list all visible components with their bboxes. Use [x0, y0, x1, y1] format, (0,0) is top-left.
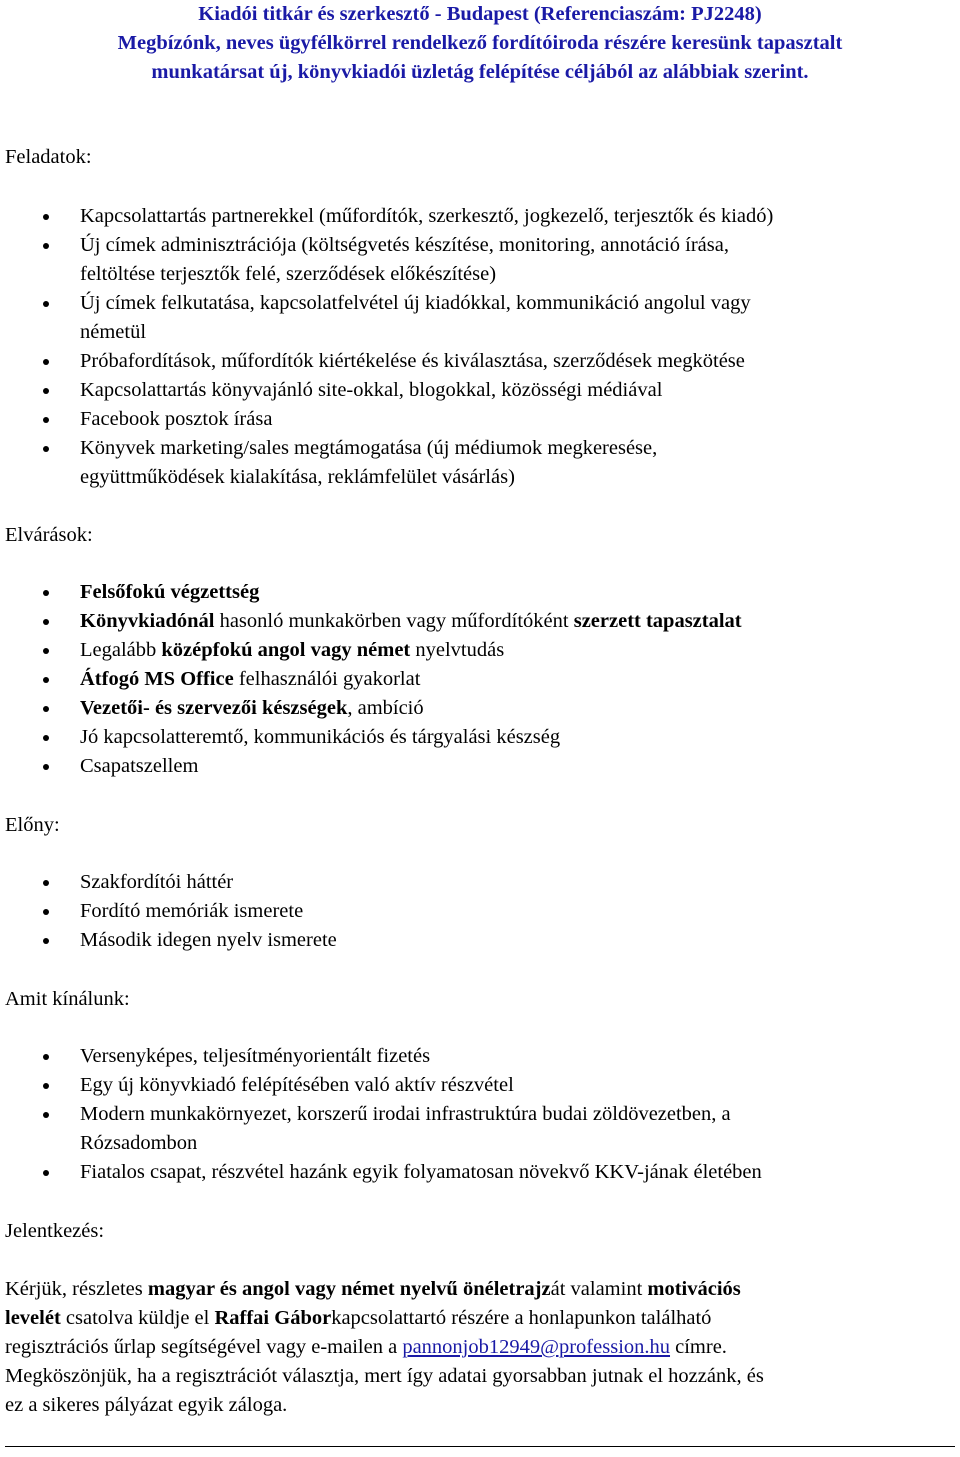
list-item: Próbafordítások, műfordítók kiértékelése és kiválasztása, szerződések megkötése [0, 347, 950, 376]
advantage-heading: Előny: [5, 814, 60, 836]
posting-header [0, 0, 960, 87]
list-item: Szakfordítói háttér [0, 868, 950, 897]
list-item: Jó kapcsolatteremtő, kommunikációs és tárgyalási készség [0, 723, 950, 752]
list-item: Fiatalos csapat, részvétel hazánk egyik folyamatosan növekvő KKV-jának életében [0, 1158, 950, 1187]
list-item: Új címek felkutatása, kapcsolatfelvétel új kiadókkal, kommunikáció angolul vagy németül [0, 289, 950, 347]
offer-heading: Amit kínálunk: [5, 988, 130, 1010]
offer-list [0, 1042, 950, 1187]
list-item: Egy új könyvkiadó felépítésében való aktív részvétel [0, 1071, 950, 1100]
list-item: Könyvek marketing/sales megtámogatása (új médiumok megkeresése, együttműködések kialakítása, reklámfelület vásárlás) [0, 434, 950, 492]
list-item: Átfogó MS Office felhasználói gyakorlat [0, 665, 950, 694]
posting-title: Kiadói titkár és szerkesztő - Budapest (Referenciaszám: PJ2248) [198, 3, 762, 25]
posting-intro-line-2: munkatársat új, könyvkiadói üzletág felépítése céljából az alábbiak szerint. [151, 61, 809, 83]
list-item: Vezetői- és szervezői készségek, ambíció [0, 694, 950, 723]
list-item: Kapcsolattartás partnerekkel (műfordítók, szerkesztő, jogkezelő, terjesztők és kiadó) [0, 202, 950, 231]
list-item: Második idegen nyelv ismerete [0, 926, 950, 955]
list-item: Csapatszellem [0, 752, 950, 781]
apply-heading: Jelentkezés: [5, 1220, 105, 1242]
bottom-divider [5, 1446, 955, 1447]
apply-paragraph: Kérjük, részletes magyar és angol vagy német nyelvű önéletrajzát valamint motivációs levelét csatolva küldje el Raffai Gáborkapcsolattartó részére a honlapunkon található regisztrációs űrlap segítségével vagy e-mailen a pannonjob12949@profession.hu címre. Megköszönjük, ha a regisztrációt választja, mert így adatai gyorsabban jutnak el hozzánk, és ez a sikeres pályázat egyik záloga. [5, 1278, 764, 1416]
tasks-heading: Feladatok: [5, 146, 92, 168]
email-link[interactable]: pannonjob12949@profession.hu [402, 1336, 671, 1358]
posting-intro-line-1: Megbízónk, neves ügyfélkörrel rendelkező fordítóiroda részére keresünk tapasztalt [117, 32, 843, 54]
tasks-list [0, 202, 950, 492]
list-item: Facebook posztok írása [0, 405, 950, 434]
list-item: Új címek adminisztrációja (költségvetés készítése, monitoring, annotáció írása, feltöltése terjesztők felé, szerződések előkészítése) [0, 231, 950, 289]
advantage-list [0, 868, 950, 955]
requirements-list [0, 578, 950, 781]
list-item: Kapcsolattartás könyvajánló site-okkal, blogokkal, közösségi médiával [0, 376, 950, 405]
list-item: Könyvkiadónál hasonló munkakörben vagy műfordítóként szerzett tapasztalat [0, 607, 950, 636]
list-item: Felsőfokú végzettség [0, 578, 950, 607]
list-item: Fordító memóriák ismerete [0, 897, 950, 926]
requirements-heading: Elvárások: [5, 524, 93, 546]
list-item: Legalább középfokú angol vagy német nyelvtudás [0, 636, 950, 665]
list-item: Modern munkakörnyezet, korszerű irodai infrastruktúra budai zöldövezetben, a Rózsadombon [0, 1100, 950, 1158]
list-item: Versenyképes, teljesítményorientált fizetés [0, 1042, 950, 1071]
